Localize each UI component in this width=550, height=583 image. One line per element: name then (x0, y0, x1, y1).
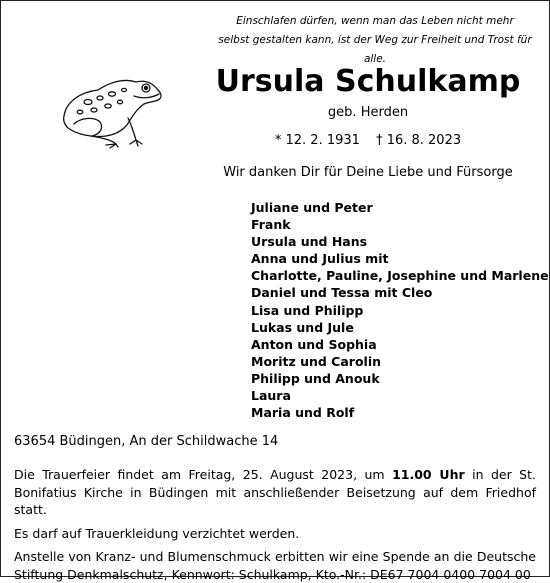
funeral-time: 11.00 Uhr (392, 467, 465, 482)
family-member: Ursula und Hans (251, 234, 368, 250)
frog-icon (58, 72, 168, 150)
notes (14, 466, 536, 583)
funeral-text: Die Trauerfeier findet am Freitag, 25. August 2023, um (14, 467, 393, 482)
funeral-info (14, 466, 536, 519)
family-member: Moritz und Carolin (251, 353, 382, 369)
dress-note: Es darf auf Trauerkleidung verzichtet werden. (14, 525, 300, 541)
funeral-text: in der St. Bonifatius Kirche in Büdingen mit anschließender Beisetzung auf dem Friedhof statt. (14, 467, 536, 517)
family-member: Daniel und Tessa mit Cleo (251, 285, 433, 301)
family-member: Maria und Rolf (251, 405, 355, 421)
birth-date: * 12. 2. 1931 (274, 133, 360, 148)
family-member: Anna und Julius mit (251, 251, 389, 267)
thanks-line: Wir danken Dir für Deine Liebe und Fürsorge (223, 165, 513, 180)
family-member: Juliane und Peter (251, 200, 373, 215)
donation-note: Anstelle von Kranz- und Blumenschmuck erbitten wir eine Spende an die Deutsche Stiftung Denkmalschutz, Kennwort: Schulkamp, Kto.-Nr.: DE67 7004 0400 7004 00 (14, 549, 536, 582)
family-member: Philipp und Anouk (251, 370, 380, 386)
family-member: Frank (251, 217, 291, 233)
family-member: Anton und Sophia (251, 336, 377, 352)
family-list (251, 199, 549, 421)
motto-line: Einschlafen dürfen, wenn man das Leben nicht mehr (236, 15, 514, 27)
death-date: † 16. 8. 2023 (376, 133, 462, 148)
family-member: Lisa und Philipp (251, 302, 364, 318)
family-member: Lukas und Jule (251, 319, 354, 335)
family-member: Laura (251, 388, 291, 404)
address: 63654 Büdingen, An der Schildwache 14 (14, 434, 279, 449)
birth-name: geb. Herden (327, 105, 409, 120)
motto-line: selbst gestalten kann, ist der Weg zur Freiheit und Trost für alle. (218, 34, 532, 65)
family-member: Charlotte, Pauline, Josephine und Marlene (251, 268, 549, 284)
deceased-name: Ursula Schulkamp (215, 64, 521, 99)
life-dates (198, 132, 538, 150)
